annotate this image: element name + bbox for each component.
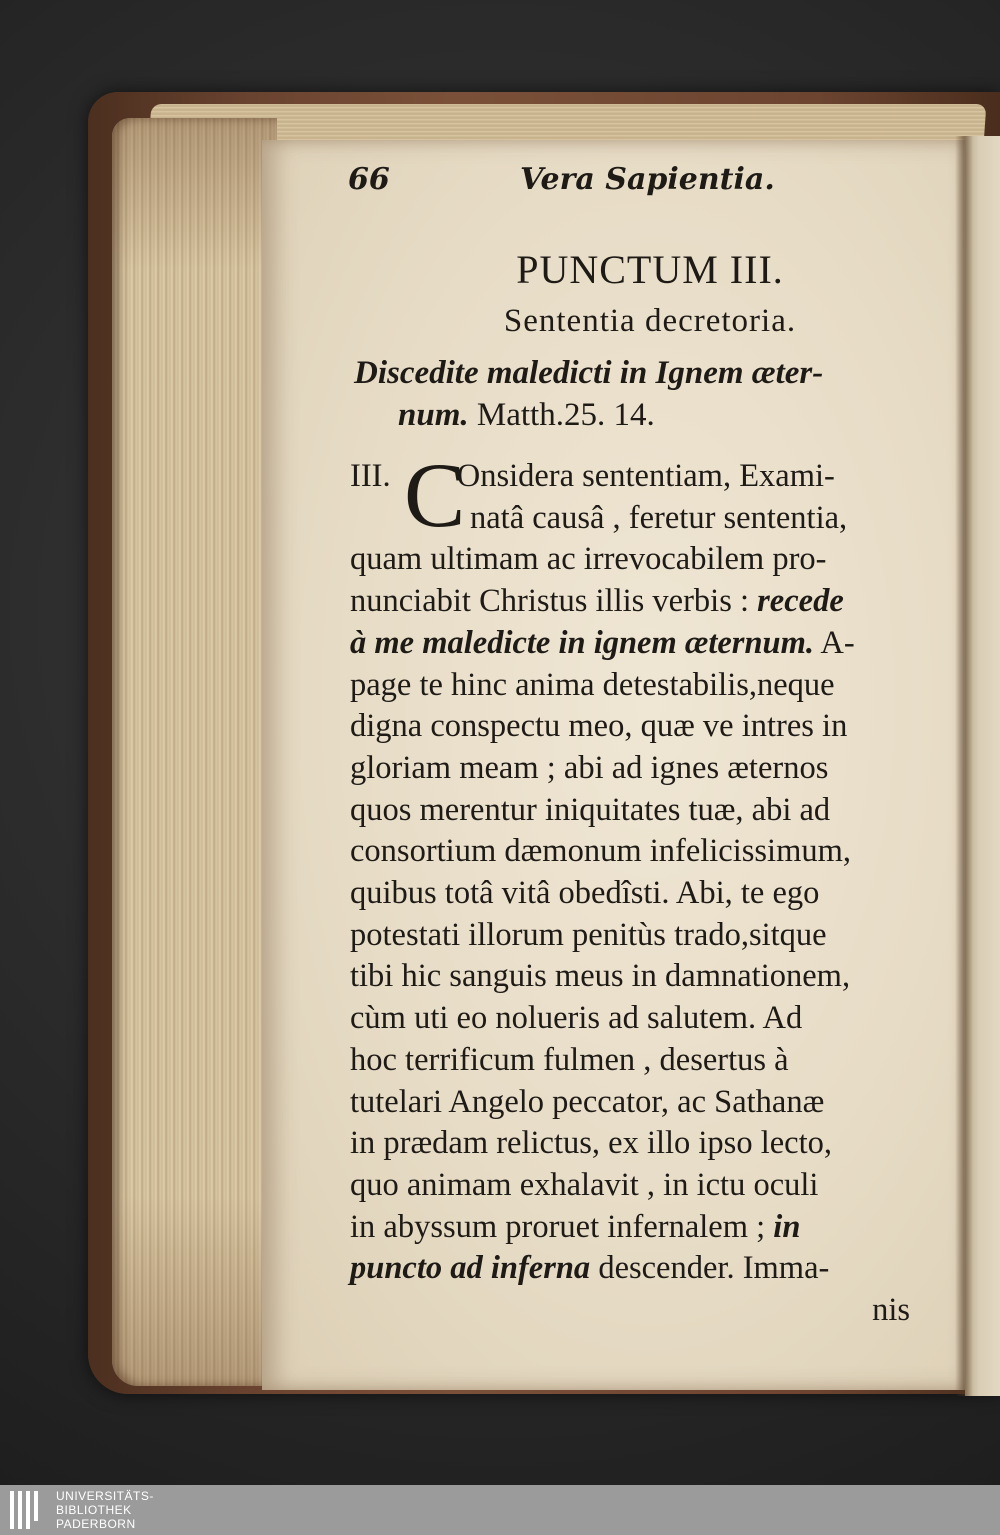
text-line-6: [350, 665, 920, 707]
running-head: [340, 160, 920, 216]
text-line-4: [350, 581, 920, 623]
running-title: Vera Sapientia.: [520, 162, 775, 197]
quote-reference: Matth.25. 14.: [468, 397, 655, 433]
line-text: in abyssum proruet infernalem ;: [350, 1208, 766, 1245]
line-text: in prædam relictus, ex illo ipso lecto,: [350, 1125, 832, 1162]
text-line-13: [350, 956, 920, 998]
text-line-15: [350, 1040, 920, 1082]
library-footer: [0, 1485, 1000, 1535]
text-line-18: [350, 1165, 920, 1207]
section-subheading: Sententia decretoria.: [503, 303, 797, 339]
library-logo-icon: [10, 1491, 44, 1529]
scripture-quote: [354, 352, 920, 436]
page-text: [340, 160, 920, 1332]
line-text: potestati illorum penitùs trado,sitque: [350, 916, 827, 953]
line-text: Onsidera sententiam, Exami-: [456, 458, 835, 494]
body-paragraph: [350, 444, 920, 1332]
line-emphasis: in: [765, 1208, 801, 1245]
line-text: consortium dæmonum infelicissimum,: [350, 833, 852, 870]
drop-capital: C: [404, 444, 466, 546]
text-line-20: [350, 1248, 920, 1290]
line-text: quam ultimam ac irrevocabilem pro-: [350, 541, 827, 578]
line-text: tutelari Angelo peccator, ac Sathanæ: [350, 1083, 825, 1120]
text-line-8: [350, 748, 920, 790]
line-text: A-: [814, 624, 855, 661]
page-number: 66: [348, 162, 390, 197]
line-text: digna conspectu meo, quæ ve intres in: [350, 708, 848, 745]
library-name: UNIVERSITÄTS- BIBLIOTHEK PADERBORN: [56, 1489, 154, 1531]
text-line-5: [350, 623, 920, 665]
line-text: quos merentur iniquitates tuæ, abi ad: [350, 791, 831, 828]
line-text: nunciabit Christus illis verbis :: [350, 583, 750, 620]
line-text: quibus totâ vitâ obedîsti. Abi, te ego: [350, 875, 820, 912]
text-line-16: [350, 1082, 920, 1124]
text-line-14: [350, 998, 920, 1040]
line-emphasis: recede: [749, 583, 844, 620]
text-line-7: [350, 706, 920, 748]
section-heading: PUNCTUM III.: [516, 247, 784, 292]
line-emphasis: à me maledicte in ignem æternum.: [350, 624, 815, 661]
text-line-17: [350, 1123, 920, 1165]
page-side-edges: [112, 118, 277, 1386]
line-text: quo animam exhalavit , in ictu oculi: [350, 1166, 819, 1203]
paragraph-number: III.: [350, 458, 391, 494]
catchword: nis: [872, 1292, 910, 1329]
line-text: hoc terrificum fulmen , desertus à: [350, 1041, 789, 1078]
line-text: descender. Imma-: [598, 1250, 830, 1287]
line-text: tibi hic sanguis meus in damnationem,: [350, 958, 851, 995]
text-line-19: [350, 1207, 920, 1249]
text-line-12: [350, 915, 920, 957]
text-line-9: [350, 790, 920, 832]
quote-text-2: num.: [398, 397, 469, 433]
book-gutter: [955, 136, 973, 1396]
line-emphasis: puncto ad inferna: [350, 1250, 599, 1287]
quote-text-1: Discedite maledicti in Ignem æter-: [354, 355, 824, 391]
line-text: gloriam meam ; abi ad ignes æternos: [350, 749, 829, 786]
text-line-10: [350, 831, 920, 873]
line-text: cùm uti eo nolueris ad salutem. Ad: [350, 1000, 803, 1037]
line-text: natâ causâ , feretur sententia,: [470, 499, 848, 536]
text-line-11: [350, 873, 920, 915]
line-text: page te hinc anima detestabilis,neque: [350, 666, 835, 703]
